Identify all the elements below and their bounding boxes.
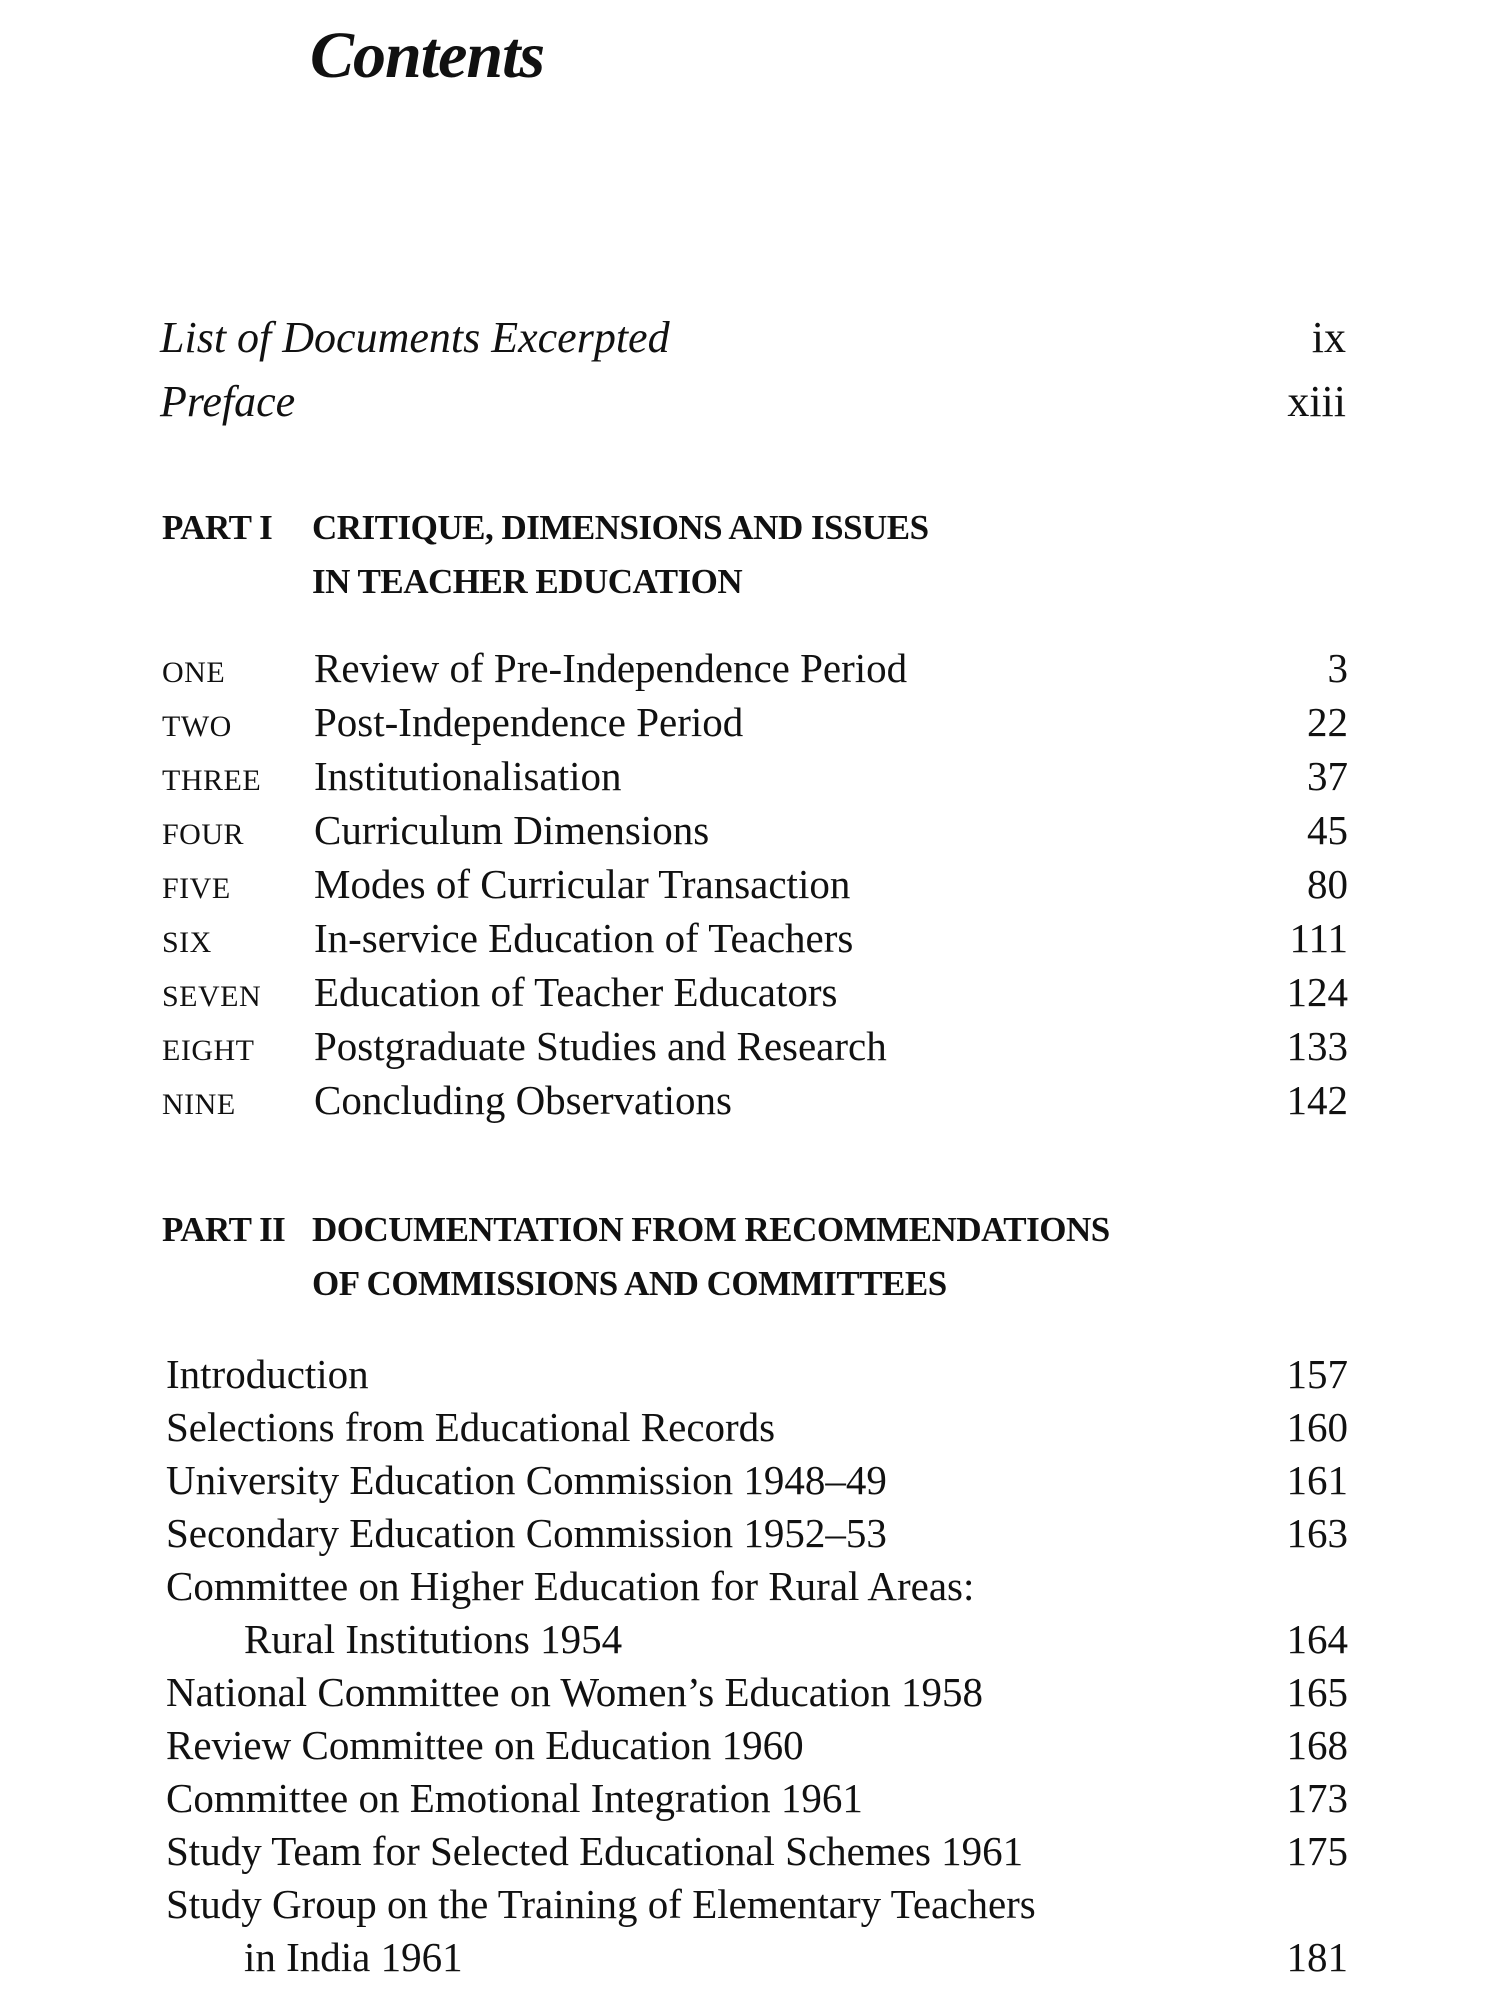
entry-title: Selections from Educational Records bbox=[166, 1404, 776, 1450]
chapter-number: FIVE bbox=[162, 872, 231, 905]
toc-entry[interactable] bbox=[166, 1509, 1348, 1562]
chapter-number: EIGHT bbox=[162, 1034, 255, 1067]
chapter-title: In-service Education of Teachers bbox=[314, 915, 854, 961]
toc-entry[interactable] bbox=[166, 1403, 1348, 1456]
chapter-entry[interactable] bbox=[162, 914, 1348, 968]
entry-page: 160 bbox=[1286, 1404, 1348, 1450]
part-title-line: DOCUMENTATION FROM RECOMMENDATIONS bbox=[312, 1210, 1110, 1249]
entry-title: Secondary Education Commission 1952–53 bbox=[166, 1510, 887, 1556]
entry-title-continuation: in India 1961 bbox=[244, 1934, 463, 1980]
entry-page: 161 bbox=[1286, 1457, 1348, 1503]
toc-entry[interactable] bbox=[166, 1774, 1348, 1827]
chapter-title: Review of Pre-Independence Period bbox=[314, 645, 908, 691]
chapter-entry[interactable] bbox=[162, 860, 1348, 914]
entry-title: Study Team for Selected Educational Schemes 1961 bbox=[166, 1828, 1024, 1874]
entry-title: Preface bbox=[160, 377, 296, 426]
chapter-entry[interactable] bbox=[162, 752, 1348, 806]
chapter-title: Postgraduate Studies and Research bbox=[314, 1023, 887, 1069]
chapter-number: TWO bbox=[162, 710, 232, 743]
part-1-chapter-list bbox=[162, 644, 1348, 1130]
part-title-line: CRITIQUE, DIMENSIONS AND ISSUES bbox=[312, 508, 929, 547]
page-title: Contents bbox=[310, 19, 545, 92]
entry-page: 164 bbox=[1286, 1616, 1348, 1662]
entry-page: 165 bbox=[1286, 1669, 1348, 1715]
chapter-number: ONE bbox=[162, 656, 226, 689]
chapter-page: 37 bbox=[1307, 753, 1348, 799]
toc-entry[interactable] bbox=[166, 1880, 1348, 1933]
chapter-entry[interactable] bbox=[162, 1022, 1348, 1076]
toc-entry[interactable] bbox=[166, 1350, 1348, 1403]
chapter-page: 124 bbox=[1286, 969, 1348, 1015]
toc-entry-continuation[interactable] bbox=[166, 1933, 1348, 1986]
part-2-heading bbox=[162, 1210, 1312, 1318]
chapter-number: SEVEN bbox=[162, 980, 262, 1013]
part-label: PART II bbox=[162, 1210, 286, 1249]
chapter-number: SIX bbox=[162, 926, 212, 959]
toc-entry[interactable] bbox=[160, 376, 1346, 440]
part-2-entry-list bbox=[166, 1350, 1348, 1986]
chapter-page: 142 bbox=[1286, 1077, 1348, 1123]
entry-page: 175 bbox=[1286, 1828, 1348, 1874]
part-title-line: OF COMMISSIONS AND COMMITTEES bbox=[312, 1264, 947, 1303]
toc-entry[interactable] bbox=[160, 312, 1346, 376]
chapter-title: Post-Independence Period bbox=[314, 699, 744, 745]
chapter-page: 133 bbox=[1286, 1023, 1348, 1069]
entry-title: University Education Commission 1948–49 bbox=[166, 1457, 887, 1503]
chapter-entry[interactable] bbox=[162, 806, 1348, 860]
entry-page: 168 bbox=[1286, 1722, 1348, 1768]
chapter-page: 80 bbox=[1307, 861, 1348, 907]
chapter-number: NINE bbox=[162, 1088, 236, 1121]
chapter-title: Institutionalisation bbox=[314, 753, 622, 799]
chapter-number: THREE bbox=[162, 764, 262, 797]
toc-entry[interactable] bbox=[166, 1456, 1348, 1509]
chapter-title: Curriculum Dimensions bbox=[314, 807, 710, 853]
entry-page: ix bbox=[1311, 313, 1346, 362]
chapter-page: 22 bbox=[1307, 699, 1348, 745]
entry-title: Committee on Emotional Integration 1961 bbox=[166, 1775, 863, 1821]
part-label: PART I bbox=[162, 508, 273, 547]
entry-page: 173 bbox=[1286, 1775, 1348, 1821]
chapter-page: 3 bbox=[1327, 645, 1348, 691]
chapter-entry[interactable] bbox=[162, 698, 1348, 752]
entry-page: 181 bbox=[1286, 1934, 1348, 1980]
toc-entry[interactable] bbox=[166, 1827, 1348, 1880]
entry-title: Study Group on the Training of Elementary Teachers bbox=[166, 1881, 1036, 1927]
toc-entry-continuation[interactable] bbox=[166, 1615, 1348, 1668]
entry-page: xiii bbox=[1287, 377, 1346, 426]
toc-entry[interactable] bbox=[166, 1668, 1348, 1721]
entry-title: Review Committee on Education 1960 bbox=[166, 1722, 804, 1768]
chapter-page: 111 bbox=[1289, 915, 1348, 961]
toc-entry[interactable] bbox=[166, 1721, 1348, 1774]
entry-title: Introduction bbox=[166, 1351, 369, 1397]
entry-title: Committee on Higher Education for Rural Areas: bbox=[166, 1563, 975, 1609]
entry-title: List of Documents Excerpted bbox=[160, 313, 670, 362]
chapter-entry[interactable] bbox=[162, 644, 1348, 698]
chapter-entry[interactable] bbox=[162, 968, 1348, 1022]
chapter-number: FOUR bbox=[162, 818, 245, 851]
entry-title: National Committee on Women’s Education 1958 bbox=[166, 1669, 983, 1715]
part-title-line: IN TEACHER EDUCATION bbox=[312, 562, 743, 601]
chapter-entry[interactable] bbox=[162, 1076, 1348, 1130]
chapter-page: 45 bbox=[1307, 807, 1348, 853]
chapter-title: Education of Teacher Educators bbox=[314, 969, 838, 1015]
toc-entry[interactable] bbox=[166, 1562, 1348, 1615]
chapter-title: Concluding Observations bbox=[314, 1077, 732, 1123]
part-1-heading bbox=[162, 508, 1312, 616]
front-matter-list bbox=[160, 312, 1346, 440]
entry-page: 163 bbox=[1286, 1510, 1348, 1556]
entry-page: 157 bbox=[1286, 1351, 1348, 1397]
chapter-title: Modes of Curricular Transaction bbox=[314, 861, 851, 907]
entry-title-continuation: Rural Institutions 1954 bbox=[244, 1616, 623, 1662]
